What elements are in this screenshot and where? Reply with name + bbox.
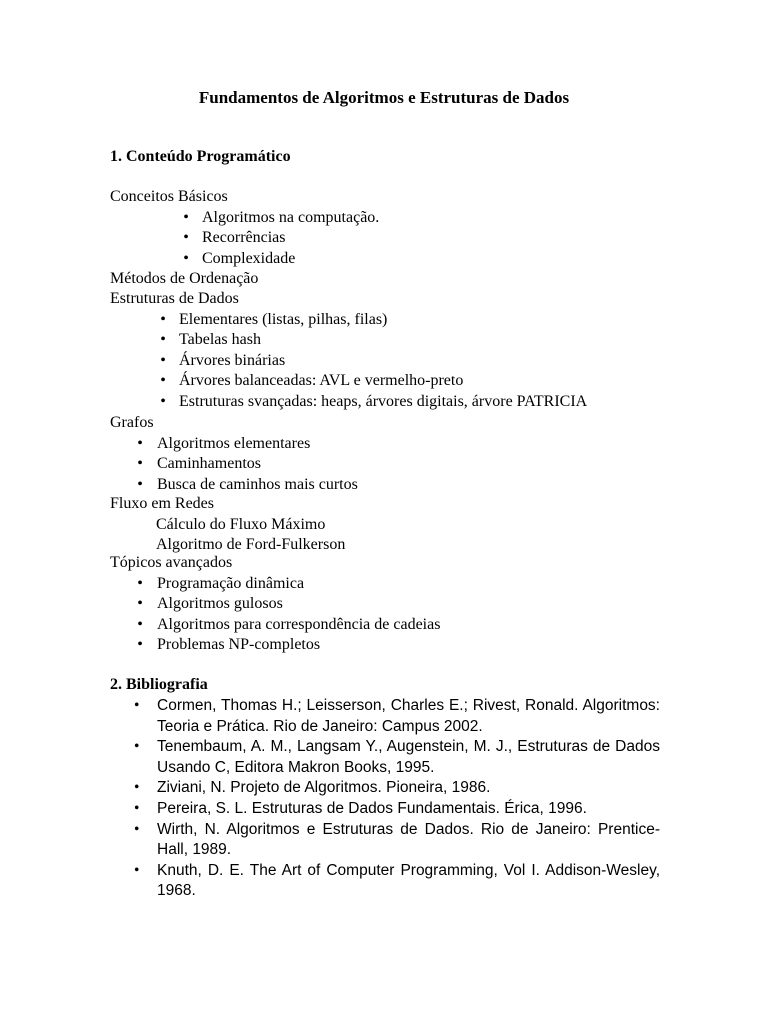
- bullet-icon: •: [137, 636, 143, 653]
- list-item: [110, 330, 670, 351]
- bullet-icon: •: [137, 595, 143, 612]
- list-item: [110, 228, 670, 249]
- bullet-icon: •: [160, 392, 166, 410]
- reference-item: [110, 820, 660, 861]
- list-item-text: Busca de caminhos mais curtos: [157, 475, 358, 493]
- reference-item: [110, 778, 660, 799]
- list-item-text: Algoritmos na computação.: [202, 208, 380, 226]
- list-item: [110, 310, 670, 331]
- list-item-text: Complexidade: [202, 249, 296, 267]
- list-item: [110, 371, 670, 392]
- list-item-text: Problemas NP-completos: [157, 636, 321, 653]
- list-item: [110, 475, 670, 496]
- bullet-icon: •: [160, 331, 166, 348]
- list-item-text: Tabelas hash: [179, 331, 261, 348]
- group-label: Tópicos avançados: [110, 554, 233, 571]
- list-item-text: Caminhamentos: [157, 455, 261, 472]
- group-label: Estruturas de Dados: [110, 290, 239, 307]
- list-item-text: Árvores binárias: [179, 351, 286, 369]
- list-item: [110, 635, 670, 656]
- list-item: [110, 392, 670, 413]
- reference-item: [110, 799, 660, 820]
- bullet-icon: •: [160, 310, 166, 328]
- bullet-icon: •: [183, 229, 189, 246]
- bibliography-list-container: [110, 696, 660, 902]
- sub-item: Algoritmo de Ford-Fulkerson: [156, 535, 346, 553]
- reference-text: Cormen, Thomas H.; Leisserson, Charles E.; Rivest, Ronald. Algoritmos: Teoria e Prática. Rio de Janeiro: Campus 2002.: [157, 697, 660, 735]
- group-label: Fluxo em Redes: [110, 495, 214, 512]
- reference-item: [110, 861, 660, 902]
- list-item-text: Algoritmos gulosos: [157, 595, 283, 612]
- sub-item: Cálculo do Fluxo Máximo: [156, 515, 326, 533]
- group-fluxo-redes: [110, 494, 670, 555]
- reference-text: Wirth, N. Algoritmos e Estruturas de Dados. Rio de Janeiro: Prentice-Hall, 1989.: [157, 820, 660, 859]
- bullet-icon: •: [134, 820, 140, 838]
- list-item-text: Árvores balanceadas: AVL e vermelho-preto: [179, 372, 464, 389]
- bullet-list: [110, 208, 670, 270]
- group-metodos-ordenacao: [110, 269, 670, 290]
- reference-item: [110, 696, 660, 737]
- document-title: Fundamentos de Algoritmos e Estruturas de Dados: [198, 88, 570, 107]
- group-estruturas-dados: [110, 289, 670, 412]
- group-grafos: [110, 413, 670, 495]
- reference-text: Pereira, S. L. Estruturas de Dados Fundamentais. Érica, 1996.: [157, 799, 587, 817]
- bullet-icon: •: [137, 434, 143, 452]
- reference-item: [110, 737, 660, 778]
- list-item: [110, 454, 670, 475]
- group-conceitos-basicos: [110, 187, 670, 269]
- bullet-list: [110, 310, 670, 413]
- group-label: Métodos de Ordenação: [110, 270, 259, 287]
- bullet-list: [110, 434, 670, 496]
- bullet-icon: •: [134, 697, 140, 714]
- list-item: [110, 351, 670, 372]
- bullet-icon: •: [134, 799, 140, 817]
- reference-text: Tenembaum, A. M., Langsam Y., Augenstein, M. J., Estruturas de Dados Usando C, Editora Makron Books, 1995.: [157, 738, 660, 776]
- bullet-icon: •: [137, 455, 143, 472]
- bullet-icon: •: [160, 351, 166, 369]
- list-item-text: Elementares (listas, pilhas, filas): [179, 310, 388, 328]
- bullet-icon: •: [183, 208, 189, 226]
- group-topicos-avancados: [110, 553, 670, 656]
- list-item: [110, 249, 670, 270]
- list-item-text: Recorrências: [202, 229, 286, 246]
- bullet-icon: •: [137, 615, 143, 633]
- list-item: [110, 434, 670, 455]
- list-item-text: Programação dinâmica: [157, 574, 305, 592]
- group-label: Grafos: [110, 414, 154, 431]
- bullet-icon: •: [134, 738, 140, 756]
- list-item-text: Algoritmos para correspondência de cadeias: [157, 615, 441, 633]
- bullet-icon: •: [183, 249, 189, 267]
- list-item-text: Estruturas svançadas: heaps, árvores digitais, árvore PATRICIA: [179, 392, 588, 410]
- bullet-icon: •: [134, 779, 140, 797]
- list-item: [110, 208, 670, 229]
- list-item: [110, 615, 670, 636]
- section-heading-bibliography: 2. Bibliografia: [110, 676, 208, 693]
- bullet-icon: •: [134, 861, 140, 879]
- list-item: [110, 574, 670, 595]
- section-heading-content: 1. Conteúdo Programático: [110, 148, 291, 165]
- bullet-icon: •: [160, 372, 166, 389]
- bibliography-list: [110, 696, 660, 902]
- reference-text: Ziviani, N. Projeto de Algoritmos. Pioneira, 1986.: [157, 779, 491, 797]
- group-label: Conceitos Básicos: [110, 188, 228, 205]
- bullet-list: [110, 574, 670, 656]
- reference-text: Knuth, D. E. The Art of Computer Programming, Vol I. Addison-Wesley, 1968.: [157, 861, 660, 900]
- bullet-icon: •: [137, 574, 143, 592]
- list-item-text: Algoritmos elementares: [157, 434, 311, 452]
- list-item: [110, 594, 670, 615]
- bullet-icon: •: [137, 475, 143, 493]
